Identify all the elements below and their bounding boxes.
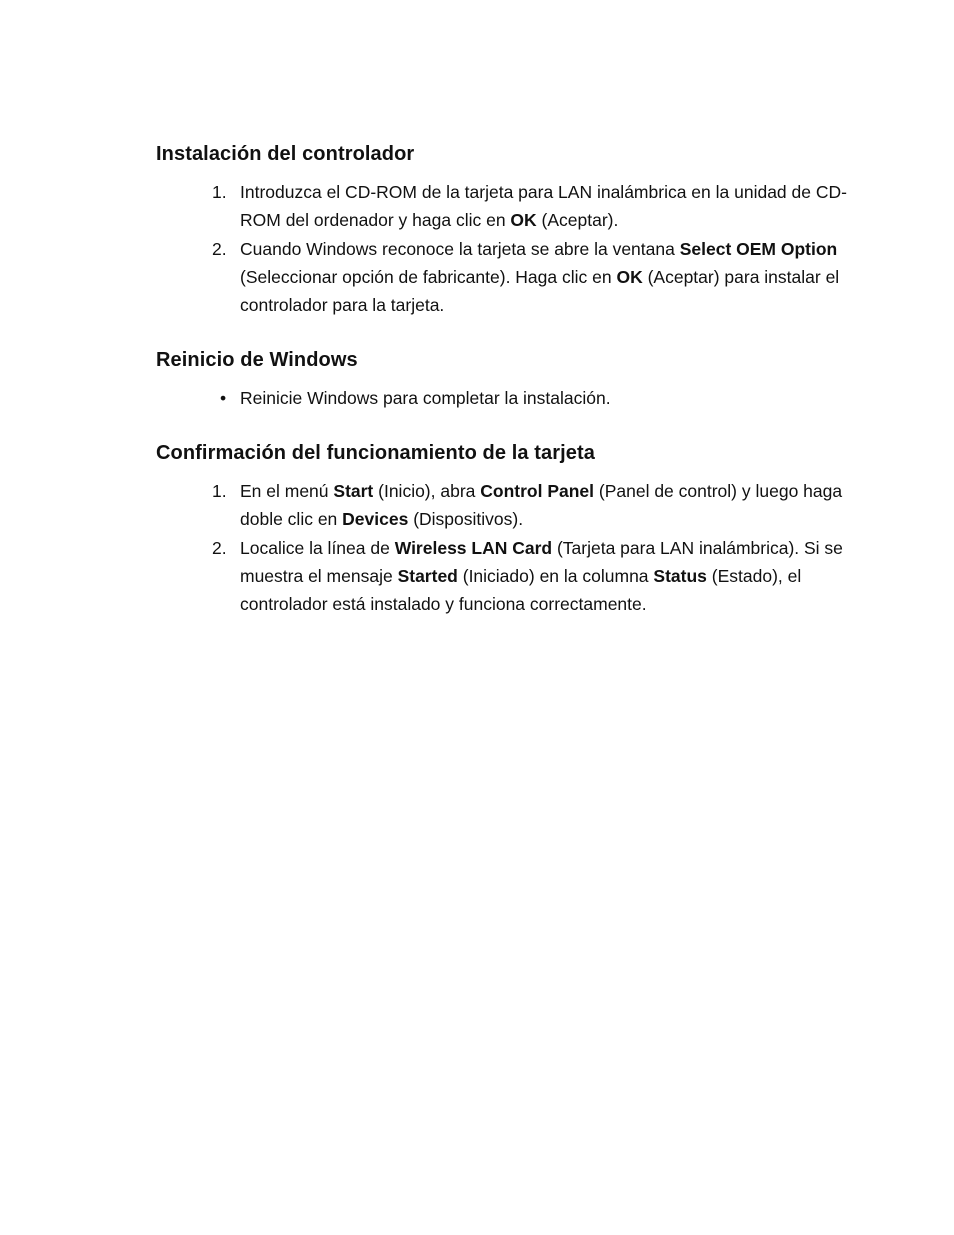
text-run: Introduzca el CD-ROM de la tarjeta para LAN inalámbrica en la unidad de CD-ROM del ordenador y haga clic en [240, 182, 847, 231]
text-run: (Dispositivos). [408, 509, 524, 530]
list-item [156, 534, 856, 619]
text-run: Cuando Windows reconoce la tarjeta se abre la ventana [240, 238, 680, 259]
bold-term: Devices [342, 509, 409, 530]
list-marker: 1. [212, 182, 227, 202]
list-marker: 1. [212, 481, 227, 501]
text-run: (Seleccionar opción de fabricante). Haga clic en [240, 266, 617, 287]
list-item [156, 178, 856, 235]
text-run: (Tarjeta para LAN inalámbrica). Si se muestra el mensaje [240, 537, 843, 586]
text-run: En el menú [240, 481, 334, 501]
list-item-text [240, 239, 839, 316]
bold-term: OK [510, 210, 537, 231]
list-item-text [240, 481, 842, 529]
bold-term: Control Panel [480, 481, 595, 501]
section-restart-windows [156, 346, 856, 412]
bold-term: Status [653, 565, 707, 586]
text-run: Localice la línea de [240, 537, 395, 558]
text-run: (Aceptar). [536, 210, 619, 231]
text-run: (Inicio), abra [373, 481, 481, 501]
list-marker: 2. [212, 537, 227, 558]
numbered-list [156, 178, 856, 319]
text-run: (Aceptar) para instalar el controlador para la tarjeta. [240, 266, 840, 316]
bullet-icon: • [220, 388, 227, 408]
bold-term: Started [397, 565, 458, 586]
section-driver-installation [156, 140, 856, 319]
section-heading: Instalación del controlador [156, 143, 415, 165]
bold-term: Start [333, 481, 374, 501]
section-card-confirmation [156, 439, 856, 618]
list-item-text [240, 538, 843, 615]
text-run: (Iniciado) en la columna [457, 565, 654, 586]
section-heading: Reinicio de Windows [156, 349, 358, 371]
numbered-list [156, 477, 856, 618]
bold-term: Select OEM Option [679, 238, 838, 259]
bold-term: OK [616, 266, 643, 287]
list-item [156, 235, 856, 320]
text-run: (Estado), el controlador está instalado y funciona correctamente. [240, 565, 802, 615]
list-item-text [240, 182, 847, 230]
list-item [156, 477, 856, 534]
bold-term: Wireless LAN Card [394, 537, 553, 558]
text-run: (Panel de control) y luego haga doble clic en [240, 481, 843, 530]
list-marker: 2. [212, 238, 227, 259]
list-item-text [240, 388, 611, 408]
bullet-list [156, 384, 856, 412]
list-item [156, 384, 856, 412]
text-run: Reinicie Windows para completar la instalación. [240, 388, 611, 408]
section-heading: Confirmación del funcionamiento de la tarjeta [156, 442, 596, 464]
